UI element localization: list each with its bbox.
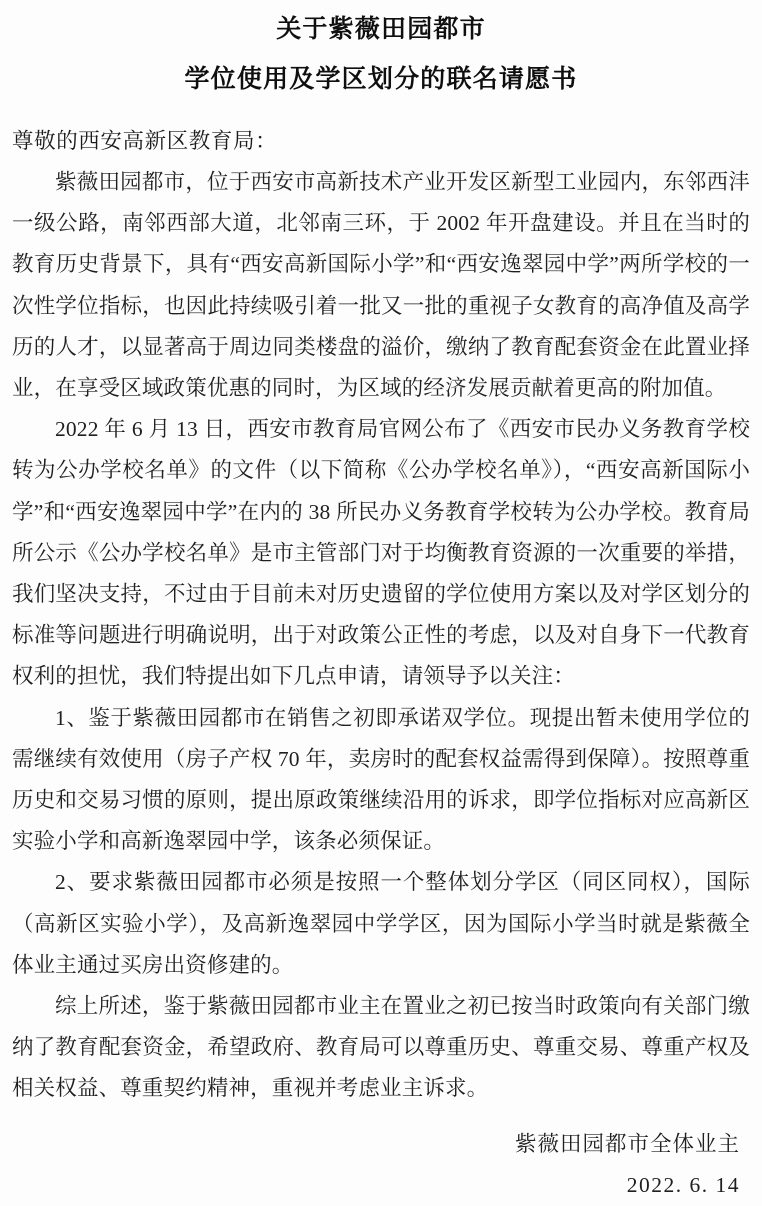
body-paragraph-2: 2022 年 6 月 13 日，西安市教育局官网公布了《西安市民办义务教育学校转为公办学校名单》的文件（以下简称《公办学校名单》），“西安高新国际小学”和“西安逸翠园中学”在内的 38 所民办义务教育学校转为公办学校。教育局所公示《公办学校名单》是市主管部门对于均衡教育资源的一次重要的举措，我们坚决支持，不过由于目前未对历史遗留的学位使用方案以及对学区划分的标准等问题进行明确说明，出于对政策公正性的考虑，以及对自身下一代教育权利的担忧，我们特提出如下几点申请，请领导予以关注： [12,417,750,689]
document-body [12,162,750,1110]
page-title-line-2: 学位使用及学区划分的联名请愿书 [184,64,578,93]
body-paragraph-item-1: 1、鉴于紫薇田园都市在销售之初即承诺双学位。现提出暂未使用学位的需继续有效使用（房子产权 70 年，卖房时的配套权益需得到保障）。按照尊重历史和交易习惯的原则，提出原政策继续沿用的诉求，即学位指标对应高新区实验小学和高新逸翠园中学，该条必须保证。 [12,705,750,854]
body-paragraph-conclusion: 综上所述，鉴于紫薇田园都市业主在置业之初已按当时政策向有关部门缴纳了教育配套资金，希望政府、教育局可以尊重历史、尊重交易、尊重产权及相关权益、尊重契约精神，重视并考虑业主诉求。 [12,994,750,1101]
document-title-block [12,0,750,99]
signature-block [12,1124,750,1206]
body-paragraph-1: 紫薇田园都市，位于西安市高新技术产业开发区新型工业园内，东邻西沣一级公路，南邻西部大道，北邻南三环，于 2002 年开盘建设。并且在当时的教育历史背景下，具有“西安高新国际小学”和“西安逸翠园中学”两所学校的一次性学位指标，也因此持续吸引着一批又一批的重视子女教育的高净值及高学历的人才，以显著高于周边同类楼盘的溢价，缴纳了教育配套资金在此置业择业，在享受区域政策优惠的同时，为区域的经济发展贡献着更高的附加值。 [12,170,750,401]
salutation-line: 尊敬的西安高新区教育局： [12,129,278,153]
page-title-line-1: 关于紫薇田园都市 [276,14,486,43]
body-paragraph-item-2: 2、要求紫薇田园都市必须是按照一个整体划分学区（同区同权），国际（高新区实验小学），及高新逸翠园中学学区，因为国际小学当时就是紫薇全体业主通过买房出资修建的。 [12,870,750,977]
signature-author: 紫薇田园都市全体业主 [514,1131,740,1156]
signature-date: 2022. 6. 14 [626,1172,740,1197]
